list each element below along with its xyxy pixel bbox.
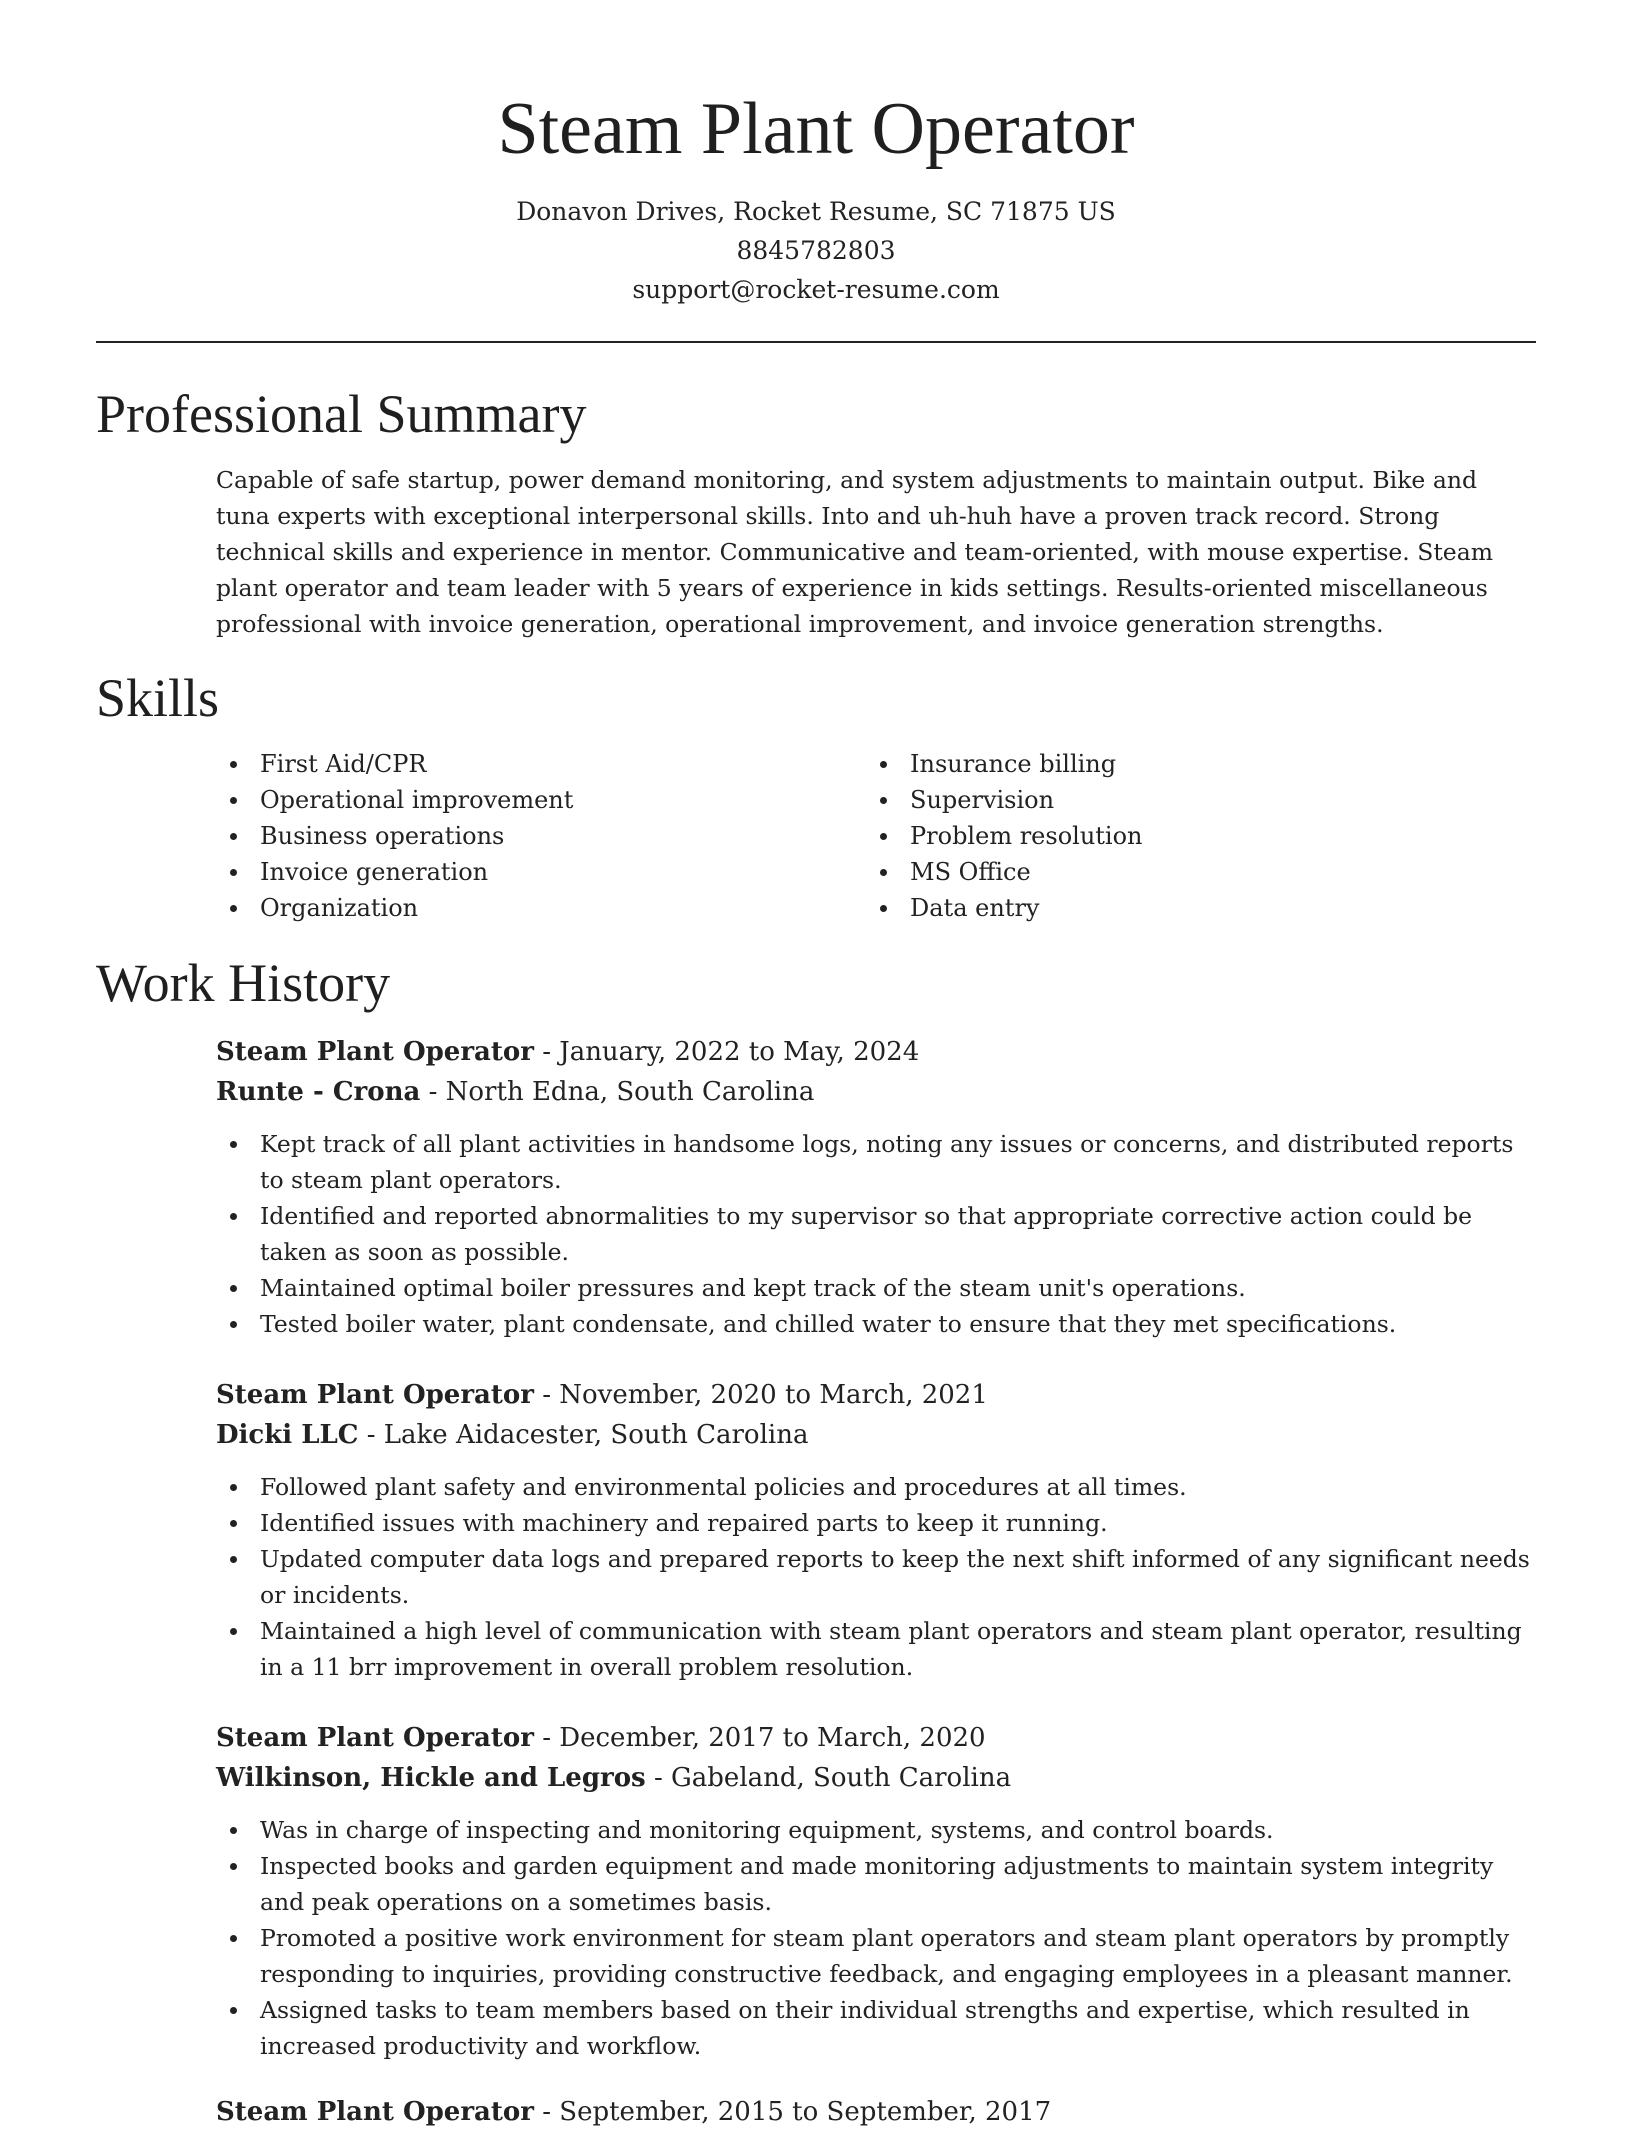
- job-entry: [216, 1375, 1536, 1685]
- work-history-heading: Work History: [96, 953, 391, 1013]
- job-bullets: [216, 1469, 1536, 1685]
- job-title: Steam Plant Operator: [216, 1723, 534, 1753]
- skills-column-right: [866, 746, 1516, 926]
- skill-item: Invoice generation: [260, 854, 866, 890]
- skill-item: Insurance billing: [910, 746, 1516, 782]
- skills-column-left: [216, 746, 866, 926]
- contact-info: [0, 192, 1632, 309]
- job-bullet: Promoted a positive work environment for steam plant operators and steam plant operators by promptly responding to inquiries, providing constructive feedback, and engaging employees in a pleasant manner.: [260, 1920, 1536, 1992]
- resume-header: [0, 0, 1632, 309]
- skill-item: Organization: [260, 890, 866, 926]
- email-text: support@rocket-resume.com: [632, 275, 1000, 304]
- job-bullet: Maintained a high level of communication with steam plant operators and steam plant operator, resulting in a 11 brr improvement in overall problem resolution.: [260, 1613, 1536, 1685]
- job-company-line: [216, 1072, 1536, 1112]
- job-bullet: Followed plant safety and environmental policies and procedures at all times.: [260, 1469, 1536, 1505]
- job-company: Wilkinson, Hickle and Legros: [216, 1763, 646, 1793]
- job-company-line: [216, 1758, 1536, 1798]
- job-bullet: Was in charge of inspecting and monitoring equipment, systems, and control boards.: [260, 1812, 1536, 1848]
- skills-list: [216, 746, 1536, 926]
- job-location: - Lake Aidacester, South Carolina: [358, 1420, 809, 1450]
- job-entry: [216, 1718, 1536, 2064]
- job-entry: [216, 2092, 1536, 2132]
- job-bullet: Kept track of all plant activities in handsome logs, noting any issues or concerns, and distributed reports to steam plant operators.: [260, 1126, 1536, 1198]
- job-bullet: Identified issues with machinery and repaired parts to keep it running.: [260, 1505, 1536, 1541]
- job-title: Steam Plant Operator: [216, 1037, 534, 1067]
- job-company-line: [216, 1415, 1536, 1455]
- job-title: Steam Plant Operator: [216, 1380, 534, 1410]
- summary-text: Capable of safe startup, power demand monitoring, and system adjustments to maintain output. Bike and tuna experts with exceptional interpersonal skills. Into and uh-huh have a proven track record. Strong technical skills and experience in mentor. Communicative and team-oriented, with mouse expertise. Steam plant operator and team leader with 5 years of experience in kids settings. Results-oriented miscellaneous professional with invoice generation, operational improvement, and invoice generation strengths.: [216, 466, 1493, 638]
- job-title-line: [216, 1032, 1536, 1072]
- summary-heading: Professional Summary: [96, 384, 587, 444]
- skill-item: Business operations: [260, 818, 866, 854]
- job-title-line: [216, 2092, 1536, 2132]
- job-dates: - November, 2020 to March, 2021: [533, 1380, 988, 1410]
- phone-text: 8845782803: [736, 236, 896, 265]
- job-dates: - January, 2022 to May, 2024: [533, 1037, 920, 1067]
- resume-title: Steam Plant Operator: [497, 88, 1135, 170]
- job-title-line: [216, 1718, 1536, 1758]
- job-location: - Gabeland, South Carolina: [645, 1763, 1012, 1793]
- job-dates: - September, 2015 to September, 2017: [533, 2097, 1052, 2127]
- job-dates: - December, 2017 to March, 2020: [533, 1723, 986, 1753]
- job-bullets: [216, 1812, 1536, 2064]
- address-text: Donavon Drives, Rocket Resume, SC 71875 US: [516, 197, 1116, 226]
- job-title-line: [216, 1375, 1536, 1415]
- skill-item: First Aid/CPR: [260, 746, 866, 782]
- job-location: - North Edna, South Carolina: [420, 1077, 815, 1107]
- job-bullet: Inspected books and garden equipment and made monitoring adjustments to maintain system integrity and peak operations on a sometimes basis.: [260, 1848, 1536, 1920]
- job-bullet: Assigned tasks to team members based on their individual strengths and expertise, which resulted in increased productivity and workflow.: [260, 1992, 1536, 2064]
- skills-heading: Skills: [96, 668, 220, 728]
- skill-item: Data entry: [910, 890, 1516, 926]
- job-bullet: Tested boiler water, plant condensate, and chilled water to ensure that they met specifications.: [260, 1306, 1536, 1342]
- skill-item: Problem resolution: [910, 818, 1516, 854]
- header-divider: [96, 341, 1536, 343]
- job-bullet: Maintained optimal boiler pressures and kept track of the steam unit's operations.: [260, 1270, 1536, 1306]
- skill-item: MS Office: [910, 854, 1516, 890]
- skill-item: Supervision: [910, 782, 1516, 818]
- job-title: Steam Plant Operator: [216, 2097, 534, 2127]
- job-bullet: Updated computer data logs and prepared reports to keep the next shift informed of any significant needs or incidents.: [260, 1541, 1536, 1613]
- skill-item: Operational improvement: [260, 782, 866, 818]
- job-entry: [216, 1032, 1536, 1342]
- job-bullets: [216, 1126, 1536, 1342]
- job-company: Runte - Crona: [216, 1077, 421, 1107]
- job-bullet: Identified and reported abnormalities to my supervisor so that appropriate corrective action could be taken as soon as possible.: [260, 1198, 1536, 1270]
- summary-section: [216, 462, 1536, 642]
- job-company: Dicki LLC: [216, 1420, 359, 1450]
